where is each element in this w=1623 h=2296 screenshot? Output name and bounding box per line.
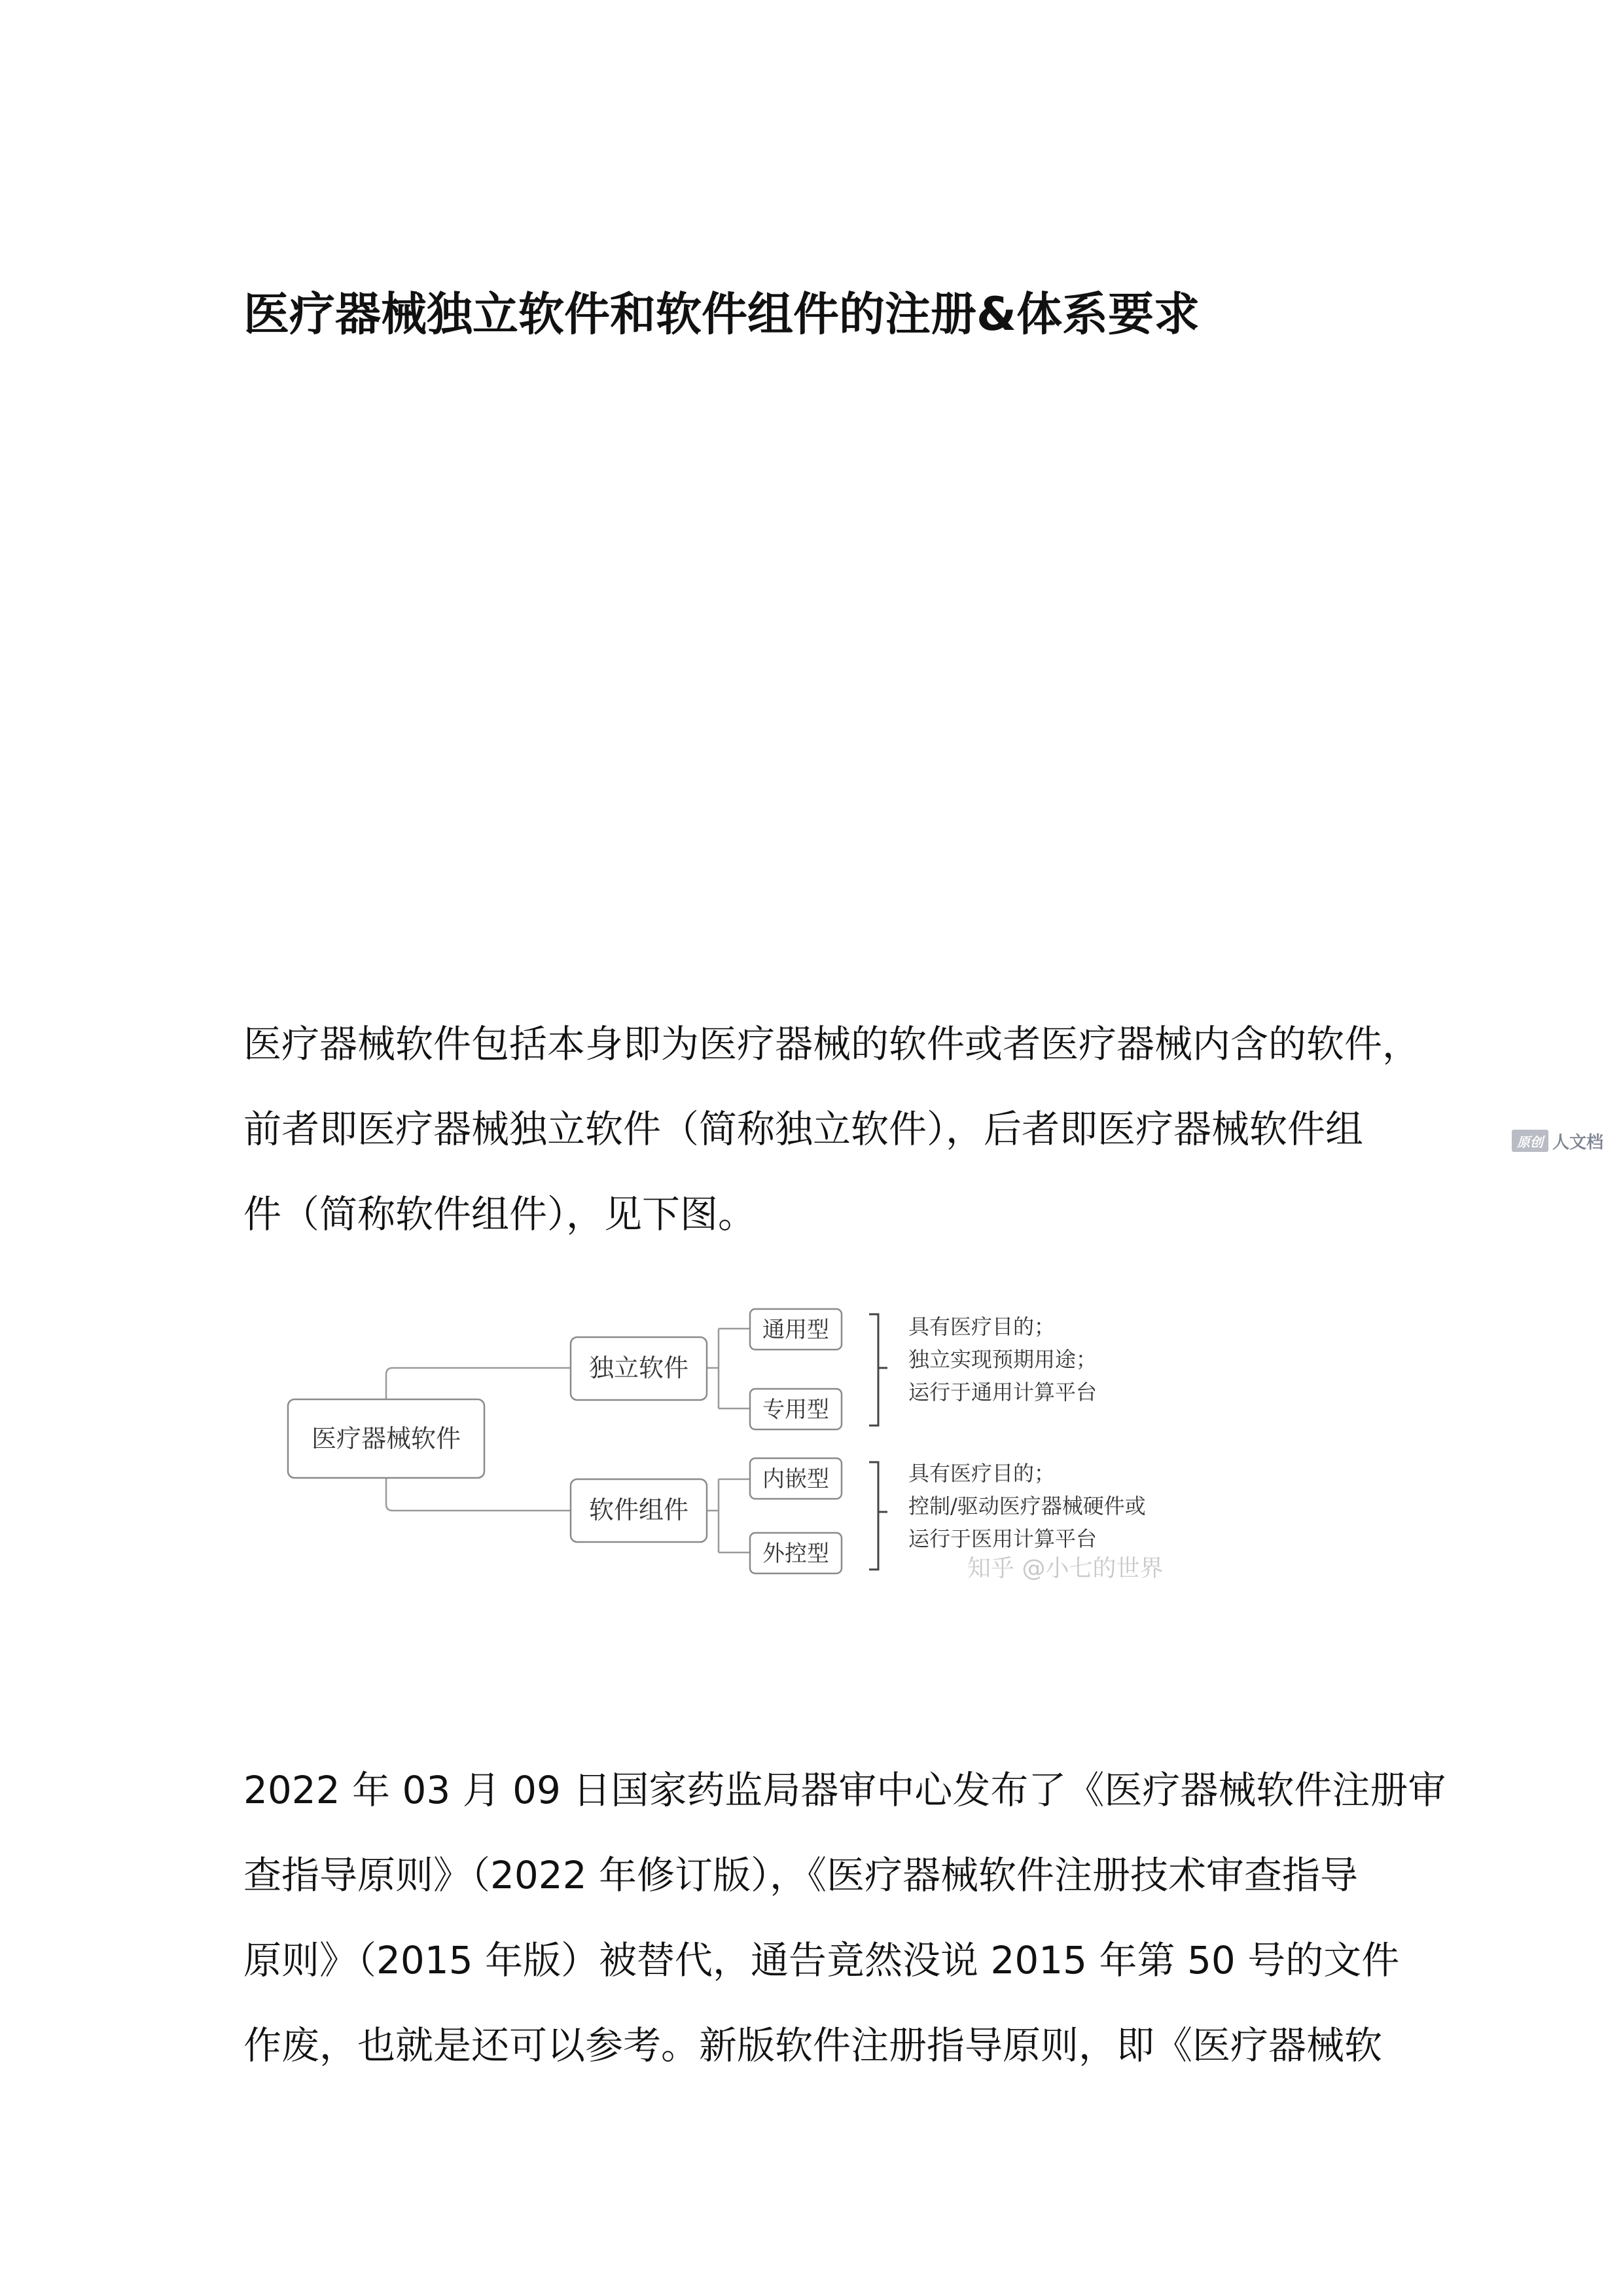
root-label: 医疗器械软件 [311,1424,461,1453]
watermark-logo-text: 人文档 [1552,1132,1603,1153]
diagram-watermark: 知乎 @小七的世界 [967,1555,1164,1582]
branch-label: 软件组件 [588,1496,689,1524]
bracket-icon [869,1462,887,1570]
watermark-logo-icon: 原创 [1512,1130,1548,1152]
software-classification-diagram [275,1289,1257,1597]
note-line: 具有医疗目的； [908,1461,1056,1486]
paragraph-line: 查指导原则》（2022 年修订版），《医疗器械软件注册技术审查指导 [243,1853,1359,1897]
note-line: 运行于医用计算平台 [908,1526,1097,1551]
paragraph-line: 作废，也就是还可以参考。新版软件注册指导原则，即《医疗器械软 [243,2023,1383,2068]
branch-label: 独立软件 [588,1354,689,1382]
note-line: 独立实现预期用途； [908,1347,1097,1372]
type-label: 通用型 [762,1317,829,1343]
diagram-root-node [288,1399,484,1478]
paragraph-line: 2022 年 03 月 09 日国家药监局器审中心发布了《医疗器械软件注册审 [243,1768,1446,1812]
note-line: 具有医疗目的； [908,1314,1056,1339]
diagram-branch-standalone [571,1309,1097,1429]
paragraph-line: 医疗器械软件包括本身即为医疗器械的软件或者医疗器械内含的软件， [243,1022,1421,1066]
paragraph-line: 原则》（2015 年版）被替代，通告竟然没说 2015 年第 50 号的文件 [243,1938,1400,1982]
page-title: 医疗器械独立软件和软件组件的注册&体系要求 [243,287,1200,341]
bracket-icon [869,1314,887,1426]
body-paragraph [243,1748,1446,2088]
type-label: 专用型 [762,1397,829,1423]
paragraph-line: 件（简称软件组件），见下图。 [243,1192,757,1236]
type-label: 内嵌型 [762,1466,829,1492]
side-watermark-logo [1512,1127,1603,1155]
type-label: 外控型 [762,1541,829,1567]
note-line: 控制/驱动医疗器械硬件或 [908,1494,1146,1518]
intro-paragraph [243,1001,1421,1257]
paragraph-line: 前者即医疗器械独立软件（简称独立软件），后者即医疗器械软件组 [243,1107,1364,1151]
note-line: 运行于通用计算平台 [908,1380,1097,1405]
